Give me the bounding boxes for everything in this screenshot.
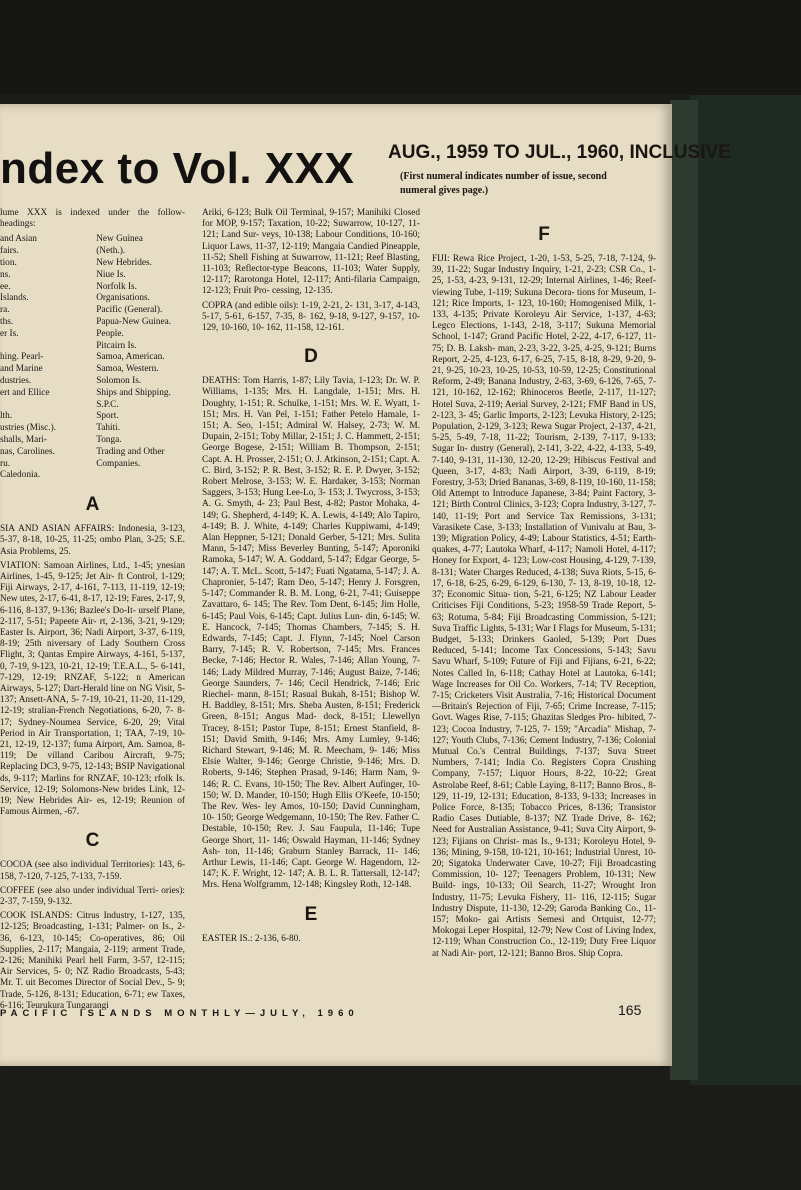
page-number: 165 bbox=[618, 1002, 642, 1018]
magazine-footer: PACIFIC ISLANDS MONTHLY—JULY, 1960 bbox=[0, 1008, 359, 1019]
topic-list-left bbox=[0, 234, 89, 482]
entry-cocoa: COCOA (see also individual Territories): 143, 6-158, 7-120, 7-125, 7-133, 7-159. bbox=[0, 860, 185, 882]
topic-item: ert and Ellice bbox=[0, 387, 50, 398]
topic-item: ns. bbox=[0, 269, 11, 280]
topic-item: ustries (Misc.). bbox=[0, 423, 57, 434]
topic-item: Norfolk Is. bbox=[96, 281, 137, 292]
entry-cook-islands: COOK ISLANDS: Citrus Industry, 1-127, 135, 12-125; Broadcasting, 1-131; Palmer- on Is., 2-36, 6-123, 10-145; Co-operatives, 86; Oil Supplies, 2-117; Mangaia, 2-119; arment Trade, 2-126; Manihiki Pearl hell Farm, 3-57, 12-115; Air Services, 5- 0; NZ Radio Broadcasts, 5-43; Mr. T. uit Becomes Director of Social Dev., 5- 9; Trade, 5-126, 8-131; Education, 6-71; ew Taxes, 6-116; Teurukura Tungarangi bbox=[0, 911, 185, 1011]
letter-heading-c: C bbox=[85, 830, 100, 852]
topic-item: Ships and Shipping. bbox=[96, 387, 171, 398]
topic-item: nas, Carolines. bbox=[0, 446, 55, 457]
topic-item: Niue Is. bbox=[96, 269, 126, 280]
topic-item bbox=[0, 400, 89, 412]
topic-item: Caledonia. bbox=[0, 470, 41, 481]
topic-item: ths. bbox=[0, 316, 14, 327]
topic-item: ra. bbox=[0, 305, 10, 316]
topic-item bbox=[0, 341, 89, 353]
topic-item: Samoa, Western. bbox=[96, 364, 159, 375]
page-title: ndex to Vol. XXX bbox=[0, 144, 355, 193]
topic-item: Organisations. bbox=[96, 293, 151, 304]
topic-item: shalls, Mari- bbox=[0, 434, 47, 445]
topic-list-right bbox=[96, 234, 185, 482]
topic-list bbox=[0, 234, 185, 482]
topic-item: (Neth.). bbox=[96, 246, 126, 257]
topic-item: Solomon Is. bbox=[96, 375, 142, 386]
topic-item: tion. bbox=[0, 258, 17, 268]
entry-cook-islands-cont: Ariki, 6-123; Bulk Oil Terminal, 9-157; Manihiki Closed for MOP, 9-157; Taxation, 10-22; Suwarrow, 10-127, 11-121; Land Sur- veys, 10-138; Labour Conditions, 10-160; Liquor Laws, 11-37, 12-119; Mangaia Candied Pineapple, 11-52; Shell Fishing at Suwarrow, 11-121; Reef Blasting, 11-103; Reflector-type Beacons, 11-103; Water Supply, 12-117; Rarotonga Hotel, 12-117; Anti-filaria Campaign, 12-123; Fruit Pro- cessing, 12-135. bbox=[202, 208, 420, 297]
topic-item: Papua-New Guinea. bbox=[96, 316, 172, 327]
letter-heading-a: A bbox=[85, 494, 100, 516]
entry-fiji: FIJI: Rewa Rice Project, 1-20, 1-53, 5-25, 7-18, 7-124, 9-39, 11-22; Sugar Industry Inquiry, 1-21, 2-23; CSR Co., 1-25, 1-53, 4-23, 9-131, 12-29; Internal Airlines, 1-46; Reef-viewing Tube, 1-119; Sukuna Decora- tions for Museum, 1-121; Rice Imports, 1- 123, 10-160; Homogenised Milk, 1-133, 4-135; Private Koroleyu Air Service, 1-137, 4-63; Legco Elections, 1-143, 2-18, 3-117; Sukuna Memorial School, 1-147; Grand Pacific Hotel, 2-22, 4-17, 6-127, 11-75; D. B. Laksh- man, 2-23, 3-22, 3-25, 4-25, 9-121; Burns Report, 2-25, 4-123, 6-17, 6-25, 7-15, 8-18, 8-29, 9-20, 9-21, 9-25, 10-23, 10-25, 10-53, 10-59, 12-25; Constitutional Reform, 2-49; Banana Industry, 2-63, 3-69, 6-126, 7-65, 7-121, 10-162, 12-162; Rhinoceros Beetle, 2-117, 11-127; Hotel Suva, 2-119; Aerial Survey, 2-121; FMF Band in US, 2-123, 3- 45; Garlic Imports, 2-123; Levuka History, 2-125; Population, 2-129, 3-123; Rewa Sugar Project, 2-137, 4-21, 5-25, 5-49, 7-18, 11-22; Tourism, 2-139, 7-117, 9-133; Sugar In- dustry (General), 2-141, 3-22, 4-22, 4-133, 5-49, 7-140, 9-131, 11-130, 12-20, 12-29; Hibiscus Festival and Queen, 3-17, 4-83; Nadi Airport, 3-39, 6-119, 8-19; Forestry, 3-53; Dried Bananas, 3-69, 8-119, 10-160, 11-158; Old Attempt to Introduce Japanese, 3-84; Paint Factory, 3-121; Birth Control Clinics, 3-123; Copra Industry, 3-127, 7-140, 11-19; Port and Service Tax Remissions, 3-131; Varasikete Case, 3-133; Installation of Vunivalu at Bau, 3-139; Migration Policy, 4-49; Labour Statistics, 4-51; Earth- quakes, 4-77; Lautoka Wharf, 4-117; Namoli Hotel, 4-117; Honey for Export, 4- 123; Low-cost Housing, 4-129, 7-139, 8-131; Water Charges Reduced, 4-138; Suva Riots, 5-15, 6-17, 6-18, 6-25, 6-29, 6-129, 6-130, 7- 13, 8-19, 10-18, 12-37; Economic Situa- tion, 5-21, 6-125; NZ Labour Leader Criticises Fiji Conditions, 5-23; 1958-59 Trade Report, 5-63; Rotuma, 5-84; Fiji Broadcasting Commission, 5-121; Suva Traffic Lights, 5-131; War I Flags for Museum, 5-131; Budget, 5-133; Drinkers Gaoled, 5-139; Port Dues Reduced, 5-141; Income Tax Concessions, 5-143; Savu Savu Wharf, 5-109; Future of Fiji and Fijians, 6-21, 6-22; Notes Called In, 6-118; Cathay Hotel at Lautoka, 6-141; Wage Increases for Oil Co. Workers, 7-14; TV Reception, 7-15; Cricketers Visit Australia, 7-16; Historical Document—Britain's Rejection of Fiji, 7-65; Crime Increase, 7-115; Govt. Wages Rise, 7-115; Ghazitas Sledges Pro- hibited, 7-123; Cocoa Industry, 7-125, 7- 159; "Arcadia" Mishap, 7-127; Youth Clubs, 7-136; Cement Industry, 7-136; Colonial Mutual Co.'s Central Buildings, 7-137; Suva Street Numbers, 7-141; India Co. Registers Copra Crushing Company, 7-157; Liquor Hours, 8-22, 10-22; Great Astrolabe Reef, 8-61; Cable Laying, 8-117; Banno Bros., 8-129, 11-19, 12-131; Education, 8-133, 9-133; Increases in Police Force, 8-135; Tobacco Prices, 8-136; Transistor Radio Cases Dutiable, 8-137; NZ Trade Drive, 8- 162; Need for Australian Assistance, 9-41; Suva City Airport, 9-123; Fijians on Christ- mas Is., 9-131; Koroleyu Hotel, 9-136; Mining, 9-158, 10-121, 10-161; Industrial Unrest, 10-20; Sigatoka Underwater Cave, 10-27; Fiji Broadcasting Commission, 10- 127; Teenagers Problem, 10-131; New Build- ings, 10-133; Oil Search, 11-27; Wrought Iron Industry, 11-75; Levuka Fishery, 11- 116, 12-115; Sugar Industry Dispute, 11-130, 12-29; Garoda Banking Co., 11-157; Moko- gai Artists Semesi and Ortquist, 12-77; Mokogai Leper Hospital, 12-79; New Cost of Living Index, 12-119; Whan Construction Co., 12-119; Duty Free Liquor at Nadi Air- port, 12-121; Banno Bros. Ship Copra. bbox=[432, 254, 656, 959]
topic-item: dustries. bbox=[0, 375, 32, 386]
entry-aviation: VIATION: Samoan Airlines, Ltd., 1-45; ynesian Airlines, 1-45, 9-125; Jet Air- ft Control, 1-129; Fiji Airways, 2-17, 4-161, 7-113, 11-119, 12-19; New utes, 2-17, 6-41, 8-17, 12-19; Fares, 2-17, 9, 6-116, 8-137, 9-136; Bazlee's Do-It- urself Plane, 2-117, 5-51; Papeete Air- rt, 2-136, 3-21, 9-129; Easter Is. Airport, 36; Nadi Airport, 3-37, 6-119, 8-19; 25th niversary of Lady Southern Cross Flight, 3; Qantas Empire Airways, 4-161, 5-137, 0, 7-19, 9-123, 10-21, 12-19; T.E.A.L., 5- 6-141, 7-129, 12-19; RNZAF, 5-122; n American Airways, 5-127; Dart-Herald line on NG Visit, 5-137; Ansett-ANA, 5- 7-19, 10-21, 11-20, 11-129, 12-19; stralian-French Negotiations, 6-20, 7- 8-17; Sydney-Noumea Service, 6-20, 29; Vital Period in Air Transportation, 1; TAA, 7-19, 10-21, 12-19, 12-137; fuma Airport, Am. Samoa, 8-119; De villand Caribou Aircraft, 9-75; Replacing DC3, 9-75, 12-143; BSIP Navigational ds, 9-117; Marlins for RNZAF, 10-123; rfolk Is. Service, 12-19; Solomons-New brides Link, 12-19; New Hebrides Air- es, 12-19; Reunion of Famous Airmen, -67. bbox=[0, 560, 185, 818]
column-2 bbox=[202, 208, 420, 1043]
entry-copra: COPRA (and edible oils): 1-19, 2-21, 2- 131, 3-17, 4-143, 5-17, 5-61, 6-157, 7-35, 8- 162, 9-18, 9-127, 9-157, 10-129, 10-160, 10- 162, 11-158, 12-161. bbox=[202, 300, 420, 334]
binding-edge bbox=[670, 100, 698, 1080]
date-range: AUG., 1959 TO JUL., 1960, INCLUSIVE bbox=[388, 142, 731, 163]
topic-item: Islands. bbox=[0, 293, 29, 304]
topic-item: S.P.C. bbox=[96, 399, 119, 410]
letter-heading-d: D bbox=[304, 346, 318, 368]
index-page bbox=[0, 104, 731, 1066]
topic-item: ee. bbox=[0, 281, 11, 292]
entry-coffee: COFFEE (see also under individual Terri- ories): 2-37, 7-159, 9-132. bbox=[0, 885, 185, 908]
topic-item: Samoa, American. bbox=[96, 352, 165, 363]
topic-item: lth. bbox=[0, 411, 13, 422]
topic-item: People. bbox=[96, 328, 124, 339]
topic-item: New Hebrides. bbox=[96, 258, 152, 268]
topic-item: ru. bbox=[0, 458, 11, 469]
topic-item: Companies. bbox=[96, 458, 141, 469]
entry-easter-is: EASTER IS.: 2-136, 6-80. bbox=[202, 933, 301, 944]
entry-deaths: DEATHS: Tom Harris, 1-87; Lily Tavia, 1-123; Dr. W. P. Williams, 1-135; Mrs. H. Langdale, 1-151; Mrs. H. Doughty, 1-151; R. Schulke, 1-151; Mrs. W. E. Wyatt, 1- 151; Mrs. H. Van Pel, 1-151; Father Petelo Hamale, 1-151; A. Seo, 1-151; Admiral W. Halsey, 2-73; W. M. Dupain, 2-151; Toby Millar, 2-151; J. C. Hammett, 2-151; George Bogese, 2-151; William B. Thompson, 2-151; Capt. A. H. Prosser, 2-151; O. J. Atkinson, 2-151; Capt. A. C. Bird, 3-152; P. R. Best, 3-152; R. E. P. Dwyer, 3-152; Robert Melrose, 3-153; W. E. Hardaker, 3-153; Norman Saggers, 3-153; Hung Lee-Lo, 3- 153; J. Twycross, 3-153; A. G. Smyth, 4- 23; Paul Best, 4-82; Pastor Mohaka, 4-149; G. Shepherd, 4-149; K. A. Lewis, 4-149; Alo Tapiro, 4-149; B. J. White, 4-149; Charles Kuppiwami, 4-149; Alan Heppner, 5-121; Donald Gerber, 5-121; Mrs. Sulita Mann, 5-147; Miss Beverley Bunting, 5-147; Aporoniki Ramoka, 5-147; W. A. Goddard, 5-147; Edgar George, 5-147; A. T. McL. Scott, 5-147; Fuati Ngatama, 5-147; J. A. Chapronier, 5-147; Ram Deo, 5-147; Henry J. Forsgren, 5-147; Commander R. B. M. Long, 6-21, 7-41; Guiseppe Zavattaro, 6- 145; The Rev. Tom Dent, 6-145; Jim Holle, 6-145; Paul Vois, 6-145; Capt. Julius Lun- din, 6-145; W. E. Hancock, 7-145; Thomas Chambers, 7-145; S. H. Edwards, 7-145; Capt. J. Flynn, 7-145; Noel Carson Barry, 7-145; R. V. Robertson, 7-145; Mrs. Frances Becke, 7-146; Hector R. Wales, 7-146; Allan Young, 7-146; Lady Mildred Murray, 7-146; August Baize, 7-146; George Saunders, 7- 146; Cecil Hendrick, 7-146; Eric Riechel- mann, 8-151; Rasual Bukah, 8-151; Bishop W. H. Baddley, 8-151; Mrs. Sheba Austen, 8-151; Frederick Green, 8-151; Angus Mad- dock, 8-151; Llewellyn Tracey, 8-151; Pastor Tupe, 8-151; Ernest Stanfield, 8-151; David Smith, 9-146; Mrs. Amy Lumley, 9-146; Richard Stewart, 9-146; M. R. Meecham, 9- 146; Miss Elsie Walter, 9-146; George Christie, 9-146; Mrs. D. Roberts, 9-146; Stephen Prasad, 9-146; Harm Nam, 9-146; R. C. Evans, 10-150; The Rev. Albert Aufinger, 10-150; W. D. Mander, 10-150; Hugh Ellis O'Keefe, 10-150; The Rev. Wes- ley Amos, 10-150; David Cunningham, 10- 150; George Wedgemann, 10-150; The Rev. Father C. Destable, 10-150; Rev. J. Sau Faupula, 11-146; Tupe George Short, 11- 146; Oswald Hayman, 11-146; Sydney Ash- ton, 11-146; Graburn Stanley Barrack, 11- 146; Arthur Lewis, 11-146; Capt. George W. Hagendorn, 12-147; K. F. Wright, 12- 147; A. B. L. R. Tattersall, 12-147; Mrs. Hena Wolfgramm, 12-148; Kingsley Roth, 12-148. bbox=[202, 376, 420, 891]
background-shadow bbox=[0, 0, 801, 95]
letter-heading-f: F bbox=[538, 224, 550, 245]
topic-item: Tonga. bbox=[96, 434, 122, 445]
intro-text: lume XXX is indexed under the follow- headings: bbox=[0, 208, 185, 230]
topic-item: Pacific (General). bbox=[96, 305, 163, 316]
topic-item: Pitcairn Is. bbox=[96, 340, 137, 351]
book-binding bbox=[690, 95, 801, 1085]
topic-item: hing. Pearl- bbox=[0, 352, 44, 363]
entry-asia: SIA AND ASIAN AFFAIRS: Indonesia, 3-123, 5-37, 8-18, 10-25, 11-25; ombo Plan, 3-25; S.E. Asia Problems, 25. bbox=[0, 524, 185, 557]
topic-item: er Is. bbox=[0, 328, 19, 339]
topic-item: Tahiti. bbox=[96, 423, 121, 434]
topic-item: and Asian bbox=[0, 234, 37, 245]
numeral-note: (First numeral indicates number of issue, second numeral gives page.) bbox=[400, 171, 607, 196]
topic-item: fairs. bbox=[0, 246, 19, 257]
topic-item: New Guinea bbox=[96, 234, 143, 245]
column-3 bbox=[432, 224, 656, 1044]
topic-item: Sport. bbox=[96, 411, 119, 422]
topic-item: Trading and Other bbox=[96, 446, 165, 457]
column-1 bbox=[0, 208, 185, 1043]
letter-heading-e: E bbox=[304, 903, 318, 925]
topic-item: and Marine bbox=[0, 364, 43, 375]
